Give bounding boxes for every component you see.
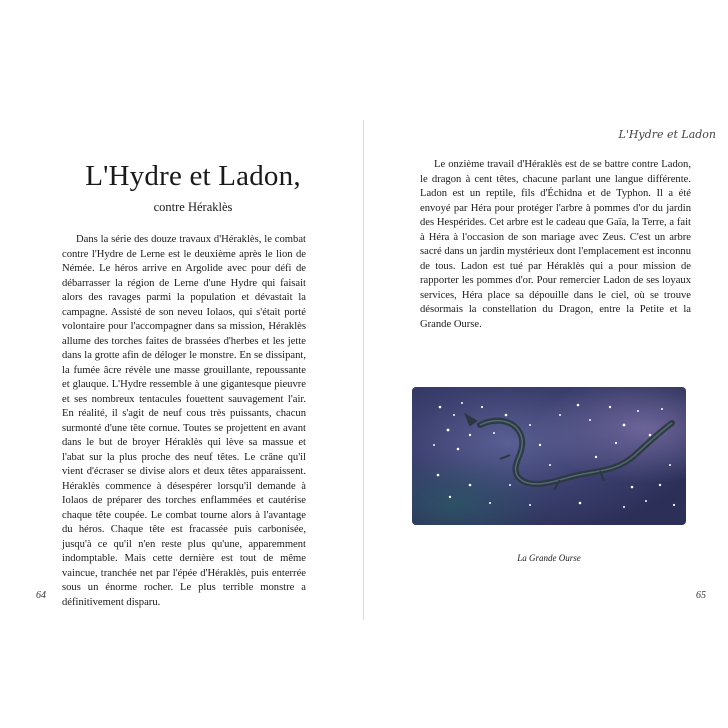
chapter-subtitle: contre Héraklès — [153, 200, 233, 214]
illustration-caption: La Grande Ourse — [517, 553, 581, 563]
left-paragraph: Dans la série des douze travaux d'Héraklès, le combat contre l'Hydre de Lerne est le deuxième après le lion de Némée. Le héros arrive en Argolide avec pour défi de débarrasser la région de Lerne d'une Hydre qui faisait alors des ravages parmi la population et dévastait la campagne. Assisté de son neveu Iolaos, qui s'était porté volontaire pour l'accompagner dans sa mission, Héraklès allume des torches faites de brassées d'herbes et les jette dans la grotte afin de déloger le monstre. En se dissipant, la fumée âcre révèle une masse grouillante, repoussante et glauque. L'Hydre ressemble à une gigantesque pieuvre et ses nombreux tentacules fouettent sauvagement l'air. En réalité, il s'agit de neuf cous très puissants, chacun surmonté d'une tête cornue. Toutes se projettent en avant dans le but de broyer Héraklès qui lève sa massue et l'abat sur la plus proche des neuf têtes. Le crâne qu'il vient d'écraser se divise alors et deux têtes apparaissent. Héraklès commence à désespérer lorsqu'il demande à Iolaos de préparer des torches enflammées et cautérise chaque tête coupée. Le combat tourne alors à l'avantage du héros. Chaque tête est fracassée puis carbonisée, jusqu'à ce qu'il n'en reste plus qu'une, apparemment indomptable. Mais cette dernière est tout de même vaincue, tranchée net par l'épée d'Héraklès, puis enterrée sous un énorme rocher. Le plus terrible monstre a définitivement disparu. — [62, 234, 306, 608]
page-number-left: 64 — [36, 590, 46, 601]
left-page-body — [62, 233, 306, 610]
right-paragraph: Le onzième travail d'Héraklès est de se battre contre Ladon, le dragon à cent têtes, chacune parlant une langue différente. Ladon est un reptile, fils d'Échidna et de Typhon. Il a été envoyé par Héra pour protéger l'arbre à pommes d'or du jardin des Hespérides. Cet arbre est le cadeau que Gaïa, la Terre, a fait à Héra à l'occasion de son mariage avec Zeus. C'est un arbre sacré dans un jardin mystérieux dont l'emplacement est inconnu de tous. Ladon est tué par Héraklès qui a pour mission de rapporter les pommes d'or. Pour remercier Ladon de ses loyaux services, Héra place sa dépouille dans le ciel, où se trouve désormais la constellation du Dragon, entre la Petite et la Grande Ourse. — [420, 159, 691, 330]
page-number-right: 65 — [696, 590, 706, 601]
running-head: L'Hydre et Ladon — [618, 128, 716, 141]
chapter-title: L'Hydre et Ladon, — [85, 160, 301, 192]
page-gutter — [363, 120, 364, 620]
right-page-body — [420, 158, 691, 332]
dragon-constellation-watercolor-icon — [410, 385, 688, 527]
